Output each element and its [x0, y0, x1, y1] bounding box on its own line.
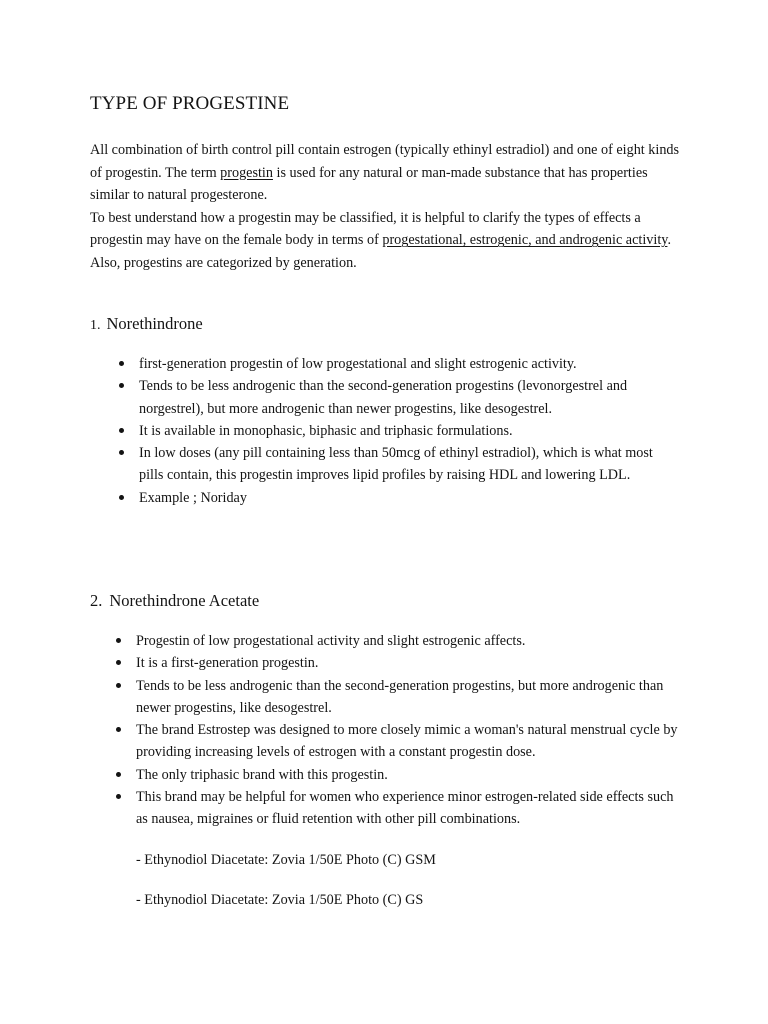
- list-item: Example ; Noriday: [139, 487, 679, 509]
- list-item: In low doses (any pill containing less than 50mcg of ethinyl estradiol), which is what most pills contain, this progestin improves lipid profiles by raising HDL and lowering LDL.: [139, 442, 679, 487]
- list-item: Tends to be less androgenic than the second-generation progestins (levonorgestrel and norgestrel), but more androgenic than newer progestins, like desogestrel.: [139, 375, 679, 420]
- list-item: The brand Estrostep was designed to more closely mimic a woman's natural menstrual cycle by providing increasing levels of estrogen with a constant progestin dose.: [136, 719, 681, 764]
- activity-types-link[interactable]: progestational, estrogenic, and androgenic activity: [382, 232, 668, 249]
- list-item: Tends to be less androgenic than the second-generation progestins, but more androgenic than newer progestins, like desogestrel.: [136, 675, 681, 720]
- list-item: first-generation progestin of low progestational and slight estrogenic activity.: [139, 353, 679, 375]
- norethindrone-bullet-list: [139, 353, 679, 509]
- intro-p1-text-end: is used for any natural or man-made substance that has properties similar to natural progesterone.: [90, 164, 648, 204]
- norethindrone-acetate-bullet-list: [136, 630, 681, 831]
- progestin-link[interactable]: progestin: [220, 164, 273, 181]
- list-item: Progestin of low progestational activity and slight estrogenic affects.: [136, 630, 681, 652]
- intro-text: [90, 139, 690, 275]
- section-number: 2.: [90, 591, 103, 610]
- extra-line: - Ethynodiol Diacetate: Zovia 1/50E Photo (C) GSM: [136, 852, 436, 868]
- section-title: Norethindrone: [106, 314, 203, 333]
- intro-p2-text-end: . Also, progestins are categorized by generation.: [90, 232, 671, 271]
- section-title: Norethindrone Acetate: [109, 591, 260, 610]
- intro-paragraph-1: [90, 139, 690, 207]
- section-heading-norethindrone: [90, 314, 203, 334]
- intro-paragraph-2: [90, 207, 690, 275]
- list-item: It is available in monophasic, biphasic and triphasic formulations.: [139, 420, 679, 442]
- section-number: 1.: [90, 318, 101, 333]
- document-title: TYPE OF PROGESTINE: [90, 93, 290, 114]
- list-item: The only triphasic brand with this progestin.: [136, 764, 681, 786]
- list-item: It is a first-generation progestin.: [136, 652, 681, 674]
- list-item: This brand may be helpful for women who experience minor estrogen-related side effects such as nausea, migraines or fluid retention with other pill combinations.: [136, 786, 681, 831]
- extra-line: - Ethynodiol Diacetate: Zovia 1/50E Photo (C) GS: [136, 892, 424, 908]
- section-heading-norethindrone-acetate: [90, 591, 259, 611]
- intro-p2-text-start: To best understand how a progestin may be classified, it is helpful to clarify the types of effects a progestin may have on the female body in terms of: [90, 209, 641, 249]
- intro-p1-text-start: All combination of birth control pill contain estrogen (typically ethinyl estradiol) and one of eight kinds of progestin. The term: [90, 142, 680, 181]
